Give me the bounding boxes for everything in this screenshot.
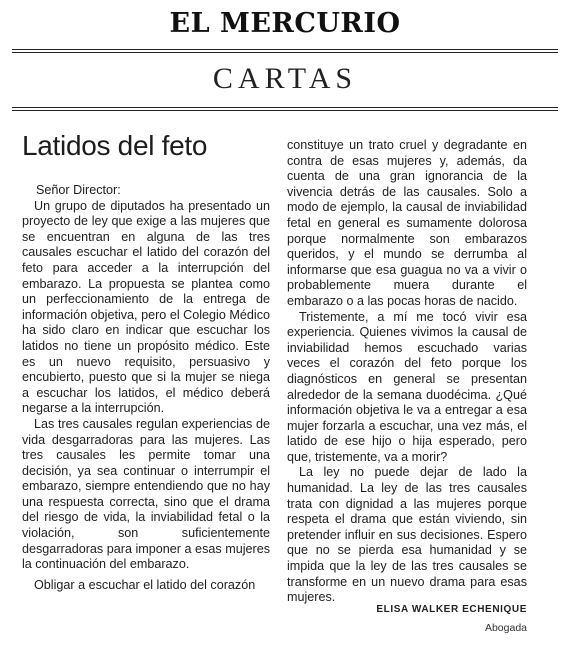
- letter-column-left: [22, 183, 270, 593]
- letter-paragraph: La ley no puede dejar de lado la humanidad. La ley de las tres causales trata con dignidad a las mujeres porque respeta el drama que están viviendo, sin pretender influir en sus decisiones. Espero que no se pierda esa humanidad y se impida que la ley de las tres causales se transforme en un nuevo drama para esas mujeres.: [287, 465, 527, 605]
- letter-paragraph: Obligar a escuchar el latido del corazón: [34, 577, 256, 592]
- letter-paragraph: Un grupo de diputados ha presentado un proyecto de ley que exige a las mujeres que se encuentran en alguna de las tres causales escuchar el latido del corazón del feto para acceder a la interrupción del embarazo. La propuesta se plantea como un perfeccionamiento de la entrega de información objetiva, pero el Colegio Médico ha sido claro en indicar que escuchar los latidos no tiene un propósito médico. Este es un nuevo requisito, persuasivo y encubierto, puesto que si la mujer se niega a escuchar los latidos, el médico deberá negarse a la interrupción.: [22, 198, 270, 416]
- letter-column-right: [287, 138, 527, 606]
- letter-headline: Latidos del feto: [22, 130, 208, 161]
- section-rule: [12, 107, 558, 111]
- letter-paragraph: Las tres causales regulan experiencias de vida desgarradoras para las mujeres. Las tres causales les permite tomar una decisión, ya sea continuar o interrumpir el embarazo, siempre entendiendo que no hay una respuesta correcta, sino que el drama del riesgo de vida, la inviabilidad fetal o la violación, son suficientemente desgarradoras para imponer a esas mujeres la continuación del embarazo.: [22, 416, 270, 572]
- letter-signature: ELISA WALKER ECHENIQUE: [376, 604, 527, 615]
- section-title: CARTAS: [212, 62, 358, 95]
- letter-salutation: Señor Director:: [36, 183, 121, 197]
- masthead: EL MERCURIO: [169, 8, 401, 39]
- letter-paragraph: Tristemente, a mí me tocó vivir esa experiencia. Quienes vivimos la causal de inviabilidad hemos escuchado varias veces el corazón del feto porque los diagnósticos en general se presentan alrededor de la semana duodécima. ¿Qué información objetiva le va a entregar a esa mujer forzarla a escuchar, una vez más, el latido de ese hijo o hija esperado, pero que, tristemente, va a morir?: [287, 309, 527, 464]
- masthead-rule: [12, 49, 558, 53]
- letter-paragraph: constituye un trato cruel y degradante en contra de esas mujeres y, además, da cuenta de una gran ignorancia de la vivencia detrás de las causales. Solo a modo de ejemplo, la causal de inviabilidad fetal en general es sumamente dolorosa porque normalmente son embarazos queridos, y el mundo se derrumba al informarse que esa guagua no va a vivir o probablemente muera durante el embarazo o a las pocas horas de nacido.: [287, 138, 527, 308]
- letter-author-role: Abogada: [484, 622, 527, 634]
